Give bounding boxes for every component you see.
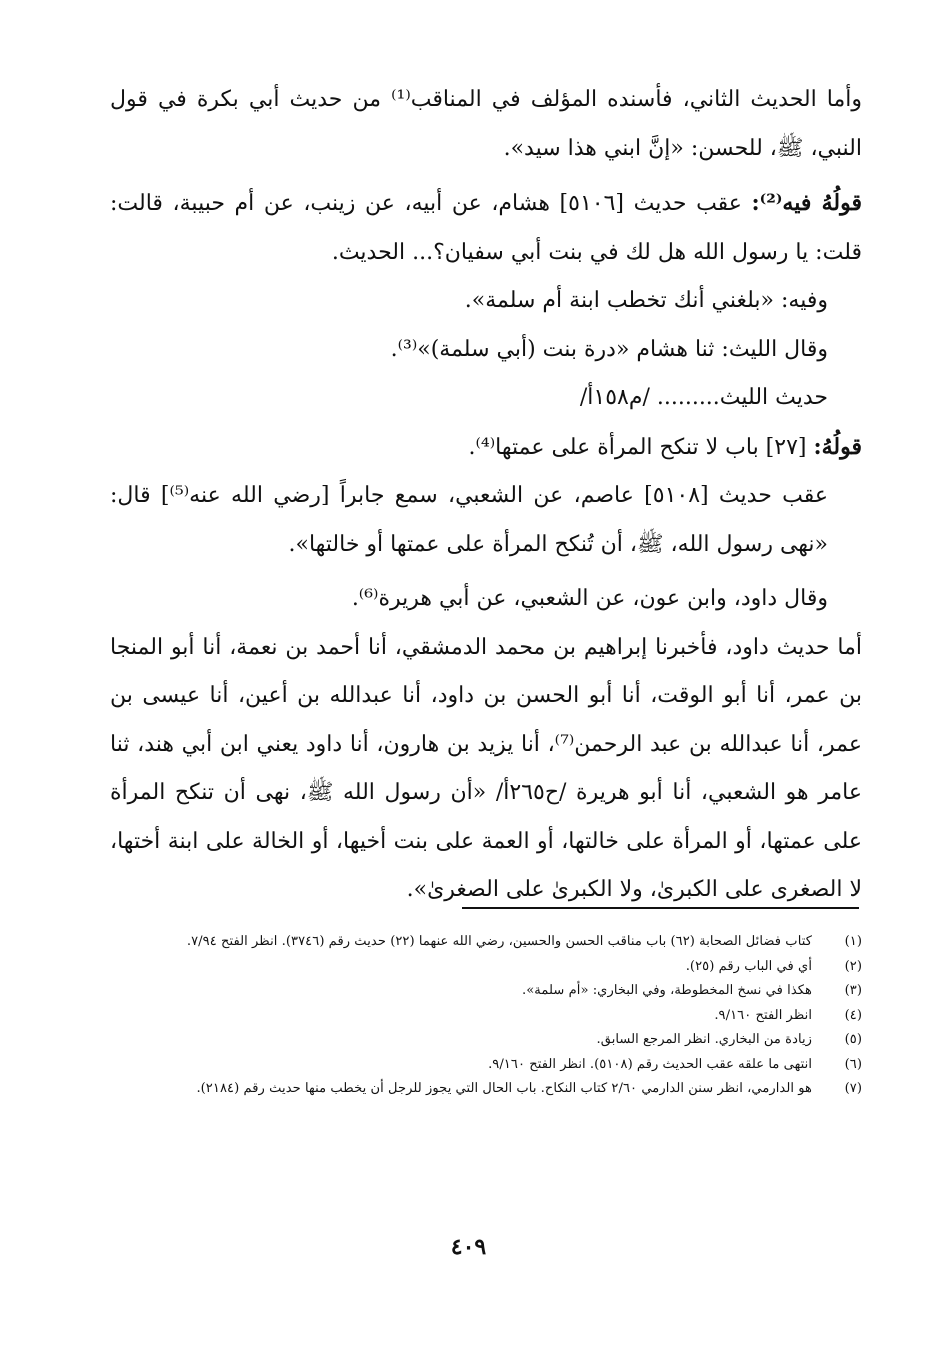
footnote-number: (١) <box>844 934 862 949</box>
section-label: قولُهُ: <box>813 433 862 460</box>
footnote-number: (٥) <box>844 1032 862 1047</box>
paragraph-3 <box>110 277 862 326</box>
paragraph-text: وأما الحديث الثاني، فأسنده المؤلف في المناقب⁽¹⁾ من حديث أبي بكرة في قول النبي، ﷺ، للحسن: «إنَّ ابني هذا سيد». <box>110 87 863 161</box>
footnote-text: هو الدارمي، انظر سنن الدارمي ٢/٦٠ كتاب النكاح. باب الحال التي يجوز للرجل أن يخطب منها حديث رقم (٢١٨٤). <box>196 1081 812 1096</box>
paragraph-text: وقال داود، وابن عون، عن الشعبي، عن أبي هريرة⁽⁶⁾. <box>351 586 828 611</box>
footnote-text: أي في الباب رقم (٢٥). <box>685 958 812 974</box>
paragraph-9 <box>110 624 862 915</box>
footnote-5 <box>110 1028 862 1053</box>
footnote-text: انتهى ما علقه عقب الحديث رقم (٥١٠٨). انظر الفتح ٩/١٦٠. <box>488 1056 812 1072</box>
footnote-number: (٣) <box>844 983 862 998</box>
footnote-text: هكذا في نسخ المخطوطة، وفي البخاري: «أم سلمة». <box>522 983 812 998</box>
paragraph-7 <box>110 472 862 569</box>
footnote-3 <box>110 979 862 1004</box>
footnote-7 <box>110 1077 862 1102</box>
paragraph-1 <box>110 76 862 173</box>
footnote-text: انظر الفتح ٩/١٦٠. <box>714 1007 812 1023</box>
paragraph-6 <box>110 423 862 473</box>
footnote-number: (٦) <box>844 1056 862 1072</box>
footnote-number: (٤) <box>844 1007 862 1023</box>
paragraph-text: وفيه: «بلغني أنك تخطب ابنة أم سلمة». <box>464 288 828 313</box>
paragraph-text: [٢٧] باب لا تنكح المرأة على عمتها⁽⁴⁾. <box>468 434 814 460</box>
footnotes <box>110 930 862 1102</box>
footnote-text: زيادة من البخاري. انظر المرجع السابق. <box>596 1032 812 1047</box>
footnote-text: كتاب فضائل الصحابة (٦٢) باب مناقب الحسن والحسين، رضي الله عنهما (٢٢) حديث رقم (٣٧٤٦). انظر الفتح ٧/٩٤. <box>186 934 812 949</box>
paragraph-8 <box>110 575 862 624</box>
paragraph-4 <box>110 326 862 375</box>
page-number: ٤٠٩ <box>450 1234 487 1260</box>
footnote-number: (٧) <box>844 1081 862 1096</box>
paragraph-5 <box>110 374 862 423</box>
paragraph-2 <box>110 179 862 277</box>
footnote-number: (٢) <box>844 958 862 974</box>
paragraph-text: وقال الليث: ثنا هشام «درة بنت (أبي سلمة)»⁽³⁾. <box>390 336 828 362</box>
footnote-2 <box>110 955 862 980</box>
footnote-6 <box>110 1053 862 1078</box>
footnote-divider <box>462 907 859 909</box>
section-label: قولُهُ فيه⁽²⁾: <box>751 190 863 216</box>
footnote-4 <box>110 1004 862 1029</box>
paragraph-text: عقب حديث [٥١٠٦] هشام، عن أبيه، عن زينب، عن أم حبيبة، قالت: قلت: يا رسول الله هل لك في بنت أبي سفيان؟... الحديث. <box>110 191 862 265</box>
paragraph-text: عقب حديث [٥١٠٨] عاصم، عن الشعبي، سمع جابراً [رضي الله عنه⁽⁵⁾] قال: «نهى رسول الله، ﷺ، أن تُنكح المرأة على عمتها أو خالتها». <box>110 483 828 557</box>
paragraph-text: حديث الليث......... /م١٥٨أ/ <box>579 385 828 410</box>
paragraph-text: أما حديث داود، فأخبرنا إبراهيم بن محمد الدمشقي، أنا أحمد بن نعمة، أنا أبو المنجا بن عمر، أنا أبو الوقت، أنا أبو الحسن بن داود، أنا عبدالله بن أعين، أنا عيسى بن عمر، أنا عبدالله بن عبد الرحمن⁽⁷⁾، أنا يزيد بن هارون، أنا داود يعني ابن أبي هند، ثنا عامر هو الشعبي، أنا أبو هريرة /ح٢٦٥أ/ «أن رسول الله ﷺ، نهى أن تنكح المرأة على عمتها، أو المرأة على خالتها، أو العمة على بنت أخيها، أو الخالة على ابنة أختها، لا الصغرى على الكبرىٰ، ولا الكبرىٰ على الصغرىٰ». <box>110 634 862 902</box>
footnote-1 <box>110 930 862 955</box>
main-text <box>110 76 862 915</box>
